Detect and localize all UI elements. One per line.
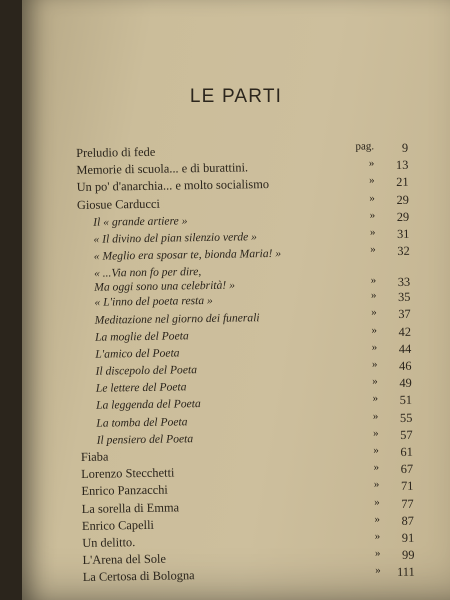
toc-page-number: 99	[401, 547, 415, 563]
toc-page-marker: »	[374, 547, 381, 560]
toc-page-marker: »	[372, 375, 378, 388]
toc-page-number: 33	[397, 274, 411, 289]
toc-page-marker: »	[370, 274, 377, 287]
toc-page-number: 49	[399, 375, 412, 391]
toc-page-marker: »	[373, 478, 380, 491]
toc-page-number: 44	[398, 341, 412, 356]
toc-page-marker: »	[370, 243, 376, 256]
toc-entry-title: Il discepolo del Poeta	[95, 363, 198, 378]
toc-entry-title: « L'inno del poeta resta »	[94, 294, 213, 310]
toc-page-number: 51	[399, 393, 413, 408]
toc-page-marker: »	[373, 461, 380, 474]
toc-page-number: 29	[396, 192, 410, 207]
toc-page-marker: »	[368, 157, 375, 170]
toc-page-number: 87	[401, 513, 415, 528]
toc-page-marker: »	[373, 444, 379, 457]
toc-page-marker: pag.	[355, 140, 375, 153]
toc-page-marker: »	[371, 323, 378, 337]
toc-page-number: 77	[401, 496, 414, 511]
toc-entry-title: La tomba del Poeta	[96, 414, 188, 430]
toc-page-marker: »	[369, 174, 375, 187]
toc-entry-title-line: Ma oggi sono una celebrità! »	[94, 278, 236, 294]
toc-page-marker: »	[369, 209, 376, 222]
toc-entry-title	[78, 265, 235, 294]
toc-page-marker: »	[369, 191, 375, 204]
toc-page-number: 91	[401, 530, 415, 545]
toc-entry-title: Un delitto.	[82, 535, 136, 550]
toc-entry-title: « Meglio era sposar te, bionda Maria! »	[93, 246, 282, 263]
toc-page-number: 35	[397, 290, 411, 305]
toc-page-number: 111	[396, 565, 415, 580]
toc-page-number: 55	[399, 410, 413, 425]
toc-entry-title: Memorie di scuola... e di burattini.	[76, 160, 249, 178]
toc-page-marker: »	[375, 564, 381, 577]
toc-entry-title: Enrico Capelli	[81, 517, 155, 533]
table-of-contents	[76, 140, 415, 587]
toc-entry-title: L'Arena del Sole	[82, 551, 167, 568]
toc-page-number: 37	[398, 307, 411, 322]
toc-page-number: 21	[396, 175, 409, 190]
page-title: LE PARTI	[189, 86, 283, 107]
toc-entry-title: La leggenda del Poeta	[95, 397, 201, 413]
toc-entry-title: La Certosa di Bologna	[82, 568, 195, 585]
toc-entry-title: La sorella di Emma	[81, 499, 180, 516]
toc-page-number: 46	[399, 358, 412, 373]
toc-entry-title: Le lettere del Poeta	[95, 380, 187, 395]
toc-page-marker: »	[371, 306, 377, 319]
toc-page-marker: »	[374, 513, 381, 526]
toc-page-marker: »	[370, 289, 377, 302]
toc-page-marker: »	[372, 392, 379, 405]
toc-page-number: 13	[395, 157, 409, 173]
toc-page-marker: »	[374, 530, 381, 543]
toc-page-number: 9	[401, 140, 409, 155]
toc-entry-title: Il pensiero del Poeta	[96, 432, 194, 447]
toc-page-number: 71	[400, 479, 414, 494]
toc-entry-title: Preludio di fede	[76, 144, 156, 160]
toc-entry-title-line: « ...Via non fo per dire,	[93, 265, 202, 281]
toc-page-number: 31	[396, 226, 410, 241]
toc-entry-title: Enrico Panzacchi	[81, 482, 168, 499]
toc-entry-title: Un po' d'anarchia... e molto socialismo	[76, 177, 270, 195]
toc-entry-title: Il « grande artiere »	[93, 214, 188, 229]
toc-page-marker: »	[372, 409, 379, 422]
toc-entry-title: Fiaba	[80, 449, 109, 464]
toc-entry-title: Meditazione nel giorno dei funerali	[94, 310, 260, 327]
toc-page-number: 32	[397, 243, 410, 259]
toc-page-marker: »	[371, 358, 378, 371]
toc-page-marker: »	[369, 226, 376, 239]
toc-page-number: 42	[398, 324, 412, 339]
toc-page-number: 67	[400, 461, 414, 477]
book-page	[22, 0, 450, 600]
toc-entry-title: L'amico del Poeta	[95, 346, 180, 361]
toc-page-marker: »	[371, 341, 378, 354]
toc-entry-title: La moglie del Poeta	[94, 328, 189, 344]
toc-entry-title: Lorenzo Stecchetti	[81, 465, 175, 482]
toc-page-number: 29	[396, 209, 410, 224]
toc-page-marker: »	[374, 495, 380, 508]
toc-page-number: 57	[400, 427, 413, 442]
toc-entry-title: Giosue Carducci	[76, 196, 160, 212]
toc-page-number: 61	[400, 444, 413, 459]
toc-entry-title: « Il divino del pian silenzio verde »	[93, 230, 258, 246]
toc-page-marker: »	[372, 427, 379, 440]
